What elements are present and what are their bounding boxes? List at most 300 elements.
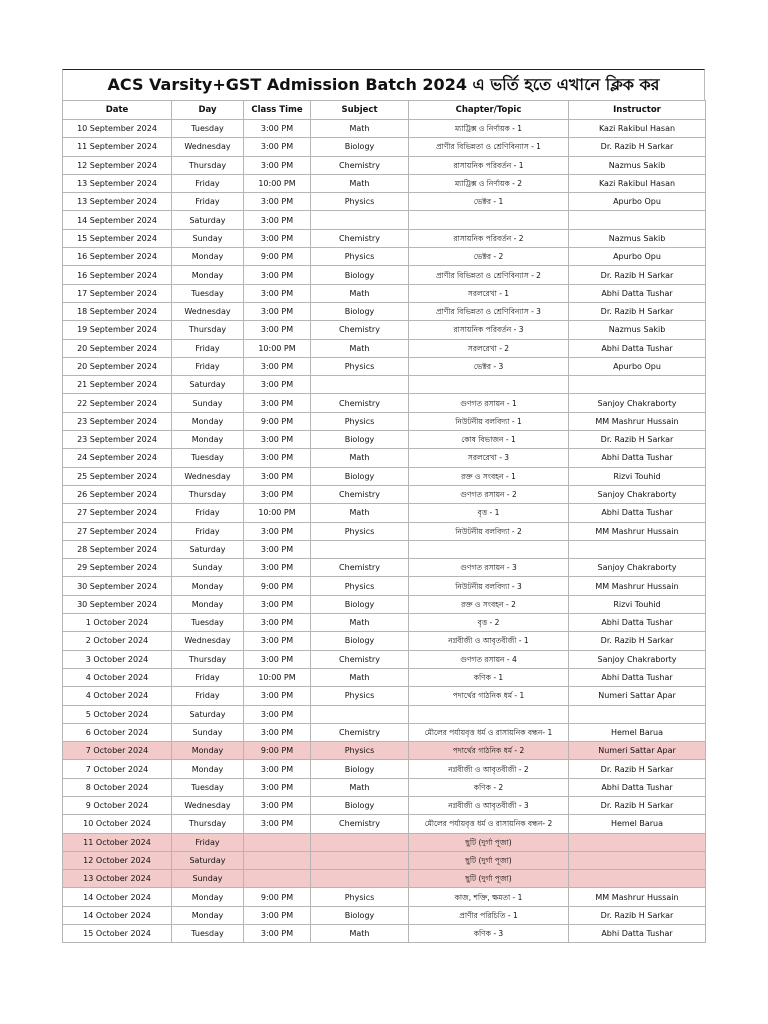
table-row <box>63 742 706 760</box>
cell-chapter-topic: পদার্থের গাঠনিক ধর্ম - 1 <box>409 687 569 705</box>
cell-subject: Physics <box>311 742 409 760</box>
cell-day: Sunday <box>172 559 244 577</box>
header-chapter-topic: Chapter/Topic <box>409 101 569 120</box>
cell-day: Thursday <box>172 650 244 668</box>
cell-subject: Physics <box>311 577 409 595</box>
cell-instructor: Abhi Datta Tushar <box>569 614 706 632</box>
table-row <box>63 632 706 650</box>
table-row <box>63 394 706 412</box>
cell-subject: Physics <box>311 522 409 540</box>
cell-class-time: 10:00 PM <box>244 174 311 192</box>
table-row <box>63 925 706 943</box>
table-row <box>63 339 706 357</box>
table-row <box>63 705 706 723</box>
cell-date: 13 September 2024 <box>63 174 172 192</box>
cell-class-time <box>244 833 311 851</box>
table-row <box>63 412 706 430</box>
cell-chapter-topic: কণিক - 2 <box>409 778 569 796</box>
cell-chapter-topic: নিউটনীয় বলবিদ্যা - 3 <box>409 577 569 595</box>
cell-date: 2 October 2024 <box>63 632 172 650</box>
cell-subject: Chemistry <box>311 650 409 668</box>
cell-class-time: 3:00 PM <box>244 284 311 302</box>
cell-day: Monday <box>172 431 244 449</box>
cell-instructor: Hemel Barua <box>569 815 706 833</box>
cell-day: Monday <box>172 595 244 613</box>
cell-chapter-topic: কাজ, শক্তি, ক্ষমতা - 1 <box>409 888 569 906</box>
cell-instructor: Numeri Sattar Apar <box>569 742 706 760</box>
cell-date: 23 September 2024 <box>63 431 172 449</box>
cell-subject: Chemistry <box>311 723 409 741</box>
cell-subject: Math <box>311 504 409 522</box>
cell-class-time: 3:00 PM <box>244 906 311 924</box>
cell-class-time: 3:00 PM <box>244 815 311 833</box>
cell-day: Tuesday <box>172 778 244 796</box>
cell-class-time: 3:00 PM <box>244 559 311 577</box>
cell-class-time: 3:00 PM <box>244 394 311 412</box>
cell-chapter-topic: প্রাণীর পরিচিতি - 1 <box>409 906 569 924</box>
cell-day: Tuesday <box>172 284 244 302</box>
table-row <box>63 559 706 577</box>
cell-instructor <box>569 540 706 558</box>
cell-date: 11 October 2024 <box>63 833 172 851</box>
header-row <box>63 101 706 120</box>
cell-subject <box>311 211 409 229</box>
cell-class-time: 3:00 PM <box>244 595 311 613</box>
table-row <box>63 284 706 302</box>
table-row <box>63 174 706 192</box>
cell-class-time: 9:00 PM <box>244 577 311 595</box>
cell-date: 18 September 2024 <box>63 302 172 320</box>
cell-day: Thursday <box>172 485 244 503</box>
cell-class-time: 9:00 PM <box>244 888 311 906</box>
cell-day: Saturday <box>172 540 244 558</box>
cell-instructor: Dr. Razib H Sarkar <box>569 632 706 650</box>
table-row <box>63 687 706 705</box>
cell-class-time: 3:00 PM <box>244 540 311 558</box>
table-row <box>63 120 706 138</box>
cell-day: Monday <box>172 248 244 266</box>
cell-class-time: 3:00 PM <box>244 120 311 138</box>
header-subject: Subject <box>311 101 409 120</box>
cell-day: Sunday <box>172 723 244 741</box>
cell-class-time: 3:00 PM <box>244 302 311 320</box>
table-row <box>63 870 706 888</box>
cell-instructor: Abhi Datta Tushar <box>569 284 706 302</box>
cell-date: 14 October 2024 <box>63 888 172 906</box>
cell-day: Monday <box>172 742 244 760</box>
cell-day: Wednesday <box>172 302 244 320</box>
cell-subject: Math <box>311 778 409 796</box>
header-class-time: Class Time <box>244 101 311 120</box>
cell-date: 17 September 2024 <box>63 284 172 302</box>
cell-instructor: MM Mashrur Hussain <box>569 522 706 540</box>
cell-instructor: MM Mashrur Hussain <box>569 577 706 595</box>
cell-instructor: Abhi Datta Tushar <box>569 668 706 686</box>
cell-day: Monday <box>172 266 244 284</box>
cell-chapter-topic: ছুটি (দুর্গা পূজা) <box>409 833 569 851</box>
cell-subject: Chemistry <box>311 394 409 412</box>
cell-class-time: 3:00 PM <box>244 485 311 503</box>
cell-class-time: 3:00 PM <box>244 796 311 814</box>
table-row <box>63 156 706 174</box>
cell-instructor: Nazmus Sakib <box>569 321 706 339</box>
cell-day: Saturday <box>172 705 244 723</box>
table-row <box>63 193 706 211</box>
cell-subject: Chemistry <box>311 229 409 247</box>
cell-chapter-topic: কণিক - 3 <box>409 925 569 943</box>
cell-class-time <box>244 870 311 888</box>
cell-subject <box>311 833 409 851</box>
cell-class-time: 3:00 PM <box>244 266 311 284</box>
cell-subject: Math <box>311 174 409 192</box>
cell-subject: Math <box>311 668 409 686</box>
table-row <box>63 796 706 814</box>
cell-chapter-topic: রক্ত ও সংবহন - 1 <box>409 467 569 485</box>
cell-chapter-topic: ভেক্টর - 2 <box>409 248 569 266</box>
cell-chapter-topic: ভেক্টর - 3 <box>409 357 569 375</box>
cell-subject: Physics <box>311 193 409 211</box>
cell-day: Thursday <box>172 815 244 833</box>
cell-subject: Biology <box>311 796 409 814</box>
table-row <box>63 815 706 833</box>
cell-class-time: 3:00 PM <box>244 376 311 394</box>
cell-chapter-topic: বৃত্ত - 1 <box>409 504 569 522</box>
cell-class-time: 3:00 PM <box>244 778 311 796</box>
cell-instructor: Dr. Razib H Sarkar <box>569 302 706 320</box>
table-row <box>63 376 706 394</box>
table-row <box>63 485 706 503</box>
cell-instructor: MM Mashrur Hussain <box>569 888 706 906</box>
cell-instructor <box>569 833 706 851</box>
cell-chapter-topic: ছুটি (দুর্গা পূজা) <box>409 851 569 869</box>
table-row <box>63 467 706 485</box>
cell-instructor: Hemel Barua <box>569 723 706 741</box>
cell-chapter-topic <box>409 540 569 558</box>
cell-class-time: 3:00 PM <box>244 522 311 540</box>
cell-day: Friday <box>172 668 244 686</box>
cell-day: Friday <box>172 174 244 192</box>
cell-day: Wednesday <box>172 632 244 650</box>
table-row <box>63 449 706 467</box>
cell-class-time: 3:00 PM <box>244 632 311 650</box>
cell-class-time: 9:00 PM <box>244 742 311 760</box>
cell-chapter-topic: নগ্নবীজী ও আবৃতবীজী - 1 <box>409 632 569 650</box>
cell-date: 13 October 2024 <box>63 870 172 888</box>
cell-instructor: Numeri Sattar Apar <box>569 687 706 705</box>
cell-subject: Biology <box>311 302 409 320</box>
cell-class-time: 3:00 PM <box>244 431 311 449</box>
cell-date: 11 September 2024 <box>63 138 172 156</box>
cell-day: Monday <box>172 412 244 430</box>
cell-chapter-topic: প্রাণীর বিভিন্নতা ও শ্রেণিবিন্যাস - 1 <box>409 138 569 156</box>
cell-class-time: 9:00 PM <box>244 412 311 430</box>
cell-date: 27 September 2024 <box>63 504 172 522</box>
cell-day: Wednesday <box>172 138 244 156</box>
cell-class-time: 3:00 PM <box>244 357 311 375</box>
cell-instructor: Abhi Datta Tushar <box>569 339 706 357</box>
cell-class-time: 3:00 PM <box>244 723 311 741</box>
cell-date: 6 October 2024 <box>63 723 172 741</box>
cell-date: 14 October 2024 <box>63 906 172 924</box>
cell-date: 4 October 2024 <box>63 687 172 705</box>
cell-date: 8 October 2024 <box>63 778 172 796</box>
cell-chapter-topic: ম্যাট্রিক্স ও নির্ণায়ক - 1 <box>409 120 569 138</box>
cell-instructor: Apurbo Opu <box>569 357 706 375</box>
cell-chapter-topic: সরলরেখা - 3 <box>409 449 569 467</box>
cell-class-time: 3:00 PM <box>244 650 311 668</box>
cell-chapter-topic: ম্যাট্রিক্স ও নির্ণায়ক - 2 <box>409 174 569 192</box>
cell-date: 9 October 2024 <box>63 796 172 814</box>
table-row <box>63 138 706 156</box>
cell-chapter-topic: রক্ত ও সংবহন - 2 <box>409 595 569 613</box>
cell-class-time: 3:00 PM <box>244 211 311 229</box>
cell-day: Monday <box>172 577 244 595</box>
cell-subject: Physics <box>311 687 409 705</box>
table-row <box>63 357 706 375</box>
cell-date: 23 September 2024 <box>63 412 172 430</box>
cell-chapter-topic <box>409 211 569 229</box>
cell-chapter-topic: রাসায়নিক পরিবর্তন - 2 <box>409 229 569 247</box>
cell-class-time: 10:00 PM <box>244 339 311 357</box>
cell-date: 27 September 2024 <box>63 522 172 540</box>
cell-subject: Biology <box>311 632 409 650</box>
cell-class-time: 3:00 PM <box>244 614 311 632</box>
cell-instructor: Rizvi Touhid <box>569 595 706 613</box>
cell-instructor: Dr. Razib H Sarkar <box>569 266 706 284</box>
cell-subject <box>311 376 409 394</box>
cell-class-time: 3:00 PM <box>244 156 311 174</box>
cell-subject: Math <box>311 339 409 357</box>
cell-instructor: Kazi Rakibul Hasan <box>569 174 706 192</box>
cell-day: Thursday <box>172 156 244 174</box>
table-row <box>63 851 706 869</box>
cell-instructor: Apurbo Opu <box>569 193 706 211</box>
table-row <box>63 211 706 229</box>
cell-chapter-topic: গুণগত রসায়ন - 3 <box>409 559 569 577</box>
cell-date: 20 September 2024 <box>63 357 172 375</box>
cell-date: 24 September 2024 <box>63 449 172 467</box>
cell-instructor <box>569 211 706 229</box>
cell-chapter-topic: সরলরেখা - 2 <box>409 339 569 357</box>
cell-subject <box>311 870 409 888</box>
table-row <box>63 522 706 540</box>
table-row <box>63 888 706 906</box>
cell-day: Monday <box>172 888 244 906</box>
cell-instructor: Nazmus Sakib <box>569 156 706 174</box>
cell-date: 29 September 2024 <box>63 559 172 577</box>
cell-chapter-topic: রাসায়নিক পরিবর্তন - 3 <box>409 321 569 339</box>
cell-subject: Chemistry <box>311 815 409 833</box>
cell-instructor: Dr. Razib H Sarkar <box>569 796 706 814</box>
cell-instructor <box>569 376 706 394</box>
cell-instructor: Apurbo Opu <box>569 248 706 266</box>
cell-day: Wednesday <box>172 796 244 814</box>
cell-date: 19 September 2024 <box>63 321 172 339</box>
cell-date: 25 September 2024 <box>63 467 172 485</box>
cell-chapter-topic: গুণগত রসায়ন - 2 <box>409 485 569 503</box>
cell-day: Friday <box>172 687 244 705</box>
cell-date: 14 September 2024 <box>63 211 172 229</box>
cell-instructor: Rizvi Touhid <box>569 467 706 485</box>
cell-day: Friday <box>172 339 244 357</box>
cell-subject: Math <box>311 449 409 467</box>
table-row <box>63 431 706 449</box>
cell-instructor: Abhi Datta Tushar <box>569 778 706 796</box>
cell-instructor <box>569 851 706 869</box>
cell-instructor: Sanjoy Chakraborty <box>569 559 706 577</box>
cell-subject <box>311 851 409 869</box>
cell-date: 12 October 2024 <box>63 851 172 869</box>
cell-date: 3 October 2024 <box>63 650 172 668</box>
cell-chapter-topic: মৌলের পর্যায়বৃত্ত ধর্ম ও রাসায়নিক বন্ধন- 2 <box>409 815 569 833</box>
table-row <box>63 778 706 796</box>
cell-date: 26 September 2024 <box>63 485 172 503</box>
cell-date: 16 September 2024 <box>63 248 172 266</box>
cell-chapter-topic <box>409 705 569 723</box>
cell-chapter-topic: প্রাণীর বিভিন্নতা ও শ্রেণিবিন্যাস - 2 <box>409 266 569 284</box>
cell-class-time: 3:00 PM <box>244 229 311 247</box>
cell-day: Sunday <box>172 394 244 412</box>
cell-date: 10 October 2024 <box>63 815 172 833</box>
cell-date: 12 September 2024 <box>63 156 172 174</box>
cell-subject: Physics <box>311 412 409 430</box>
cell-chapter-topic: নগ্নবীজী ও আবৃতবীজী - 3 <box>409 796 569 814</box>
table-row <box>63 668 706 686</box>
cell-chapter-topic: নিউটনীয় বলবিদ্যা - 1 <box>409 412 569 430</box>
cell-chapter-topic: ছুটি (দুর্গা পূজা) <box>409 870 569 888</box>
cell-class-time: 10:00 PM <box>244 504 311 522</box>
cell-date: 22 September 2024 <box>63 394 172 412</box>
cell-chapter-topic: নগ্নবীজী ও আবৃতবীজী - 2 <box>409 760 569 778</box>
cell-instructor: Dr. Razib H Sarkar <box>569 760 706 778</box>
cell-subject: Math <box>311 284 409 302</box>
cell-chapter-topic <box>409 376 569 394</box>
cell-subject: Chemistry <box>311 485 409 503</box>
header-date: Date <box>63 101 172 120</box>
cell-chapter-topic: মৌলের পর্যায়বৃত্ত ধর্ম ও রাসায়নিক বন্ধন- 1 <box>409 723 569 741</box>
cell-chapter-topic: গুণগত রসায়ন - 4 <box>409 650 569 668</box>
cell-chapter-topic: গুণগত রসায়ন - 1 <box>409 394 569 412</box>
table-row <box>63 906 706 924</box>
table-row <box>63 321 706 339</box>
cell-chapter-topic: নিউটনীয় বলবিদ্যা - 2 <box>409 522 569 540</box>
cell-class-time: 3:00 PM <box>244 760 311 778</box>
cell-instructor: Abhi Datta Tushar <box>569 504 706 522</box>
table-row <box>63 302 706 320</box>
table-row <box>63 577 706 595</box>
cell-date: 10 September 2024 <box>63 120 172 138</box>
cell-date: 4 October 2024 <box>63 668 172 686</box>
schedule-table <box>62 100 706 943</box>
cell-subject: Math <box>311 120 409 138</box>
cell-chapter-topic: সরলরেখা - 1 <box>409 284 569 302</box>
cell-instructor: Dr. Razib H Sarkar <box>569 138 706 156</box>
cell-day: Friday <box>172 522 244 540</box>
table-row <box>63 248 706 266</box>
cell-chapter-topic: বৃত্ত - 2 <box>409 614 569 632</box>
cell-subject: Math <box>311 614 409 632</box>
cell-day: Tuesday <box>172 614 244 632</box>
cell-day: Saturday <box>172 851 244 869</box>
cell-date: 30 September 2024 <box>63 595 172 613</box>
header-day: Day <box>172 101 244 120</box>
cell-chapter-topic: কোষ বিভাজন - 1 <box>409 431 569 449</box>
schedule-sheet <box>62 69 705 943</box>
table-row <box>63 614 706 632</box>
cell-day: Monday <box>172 760 244 778</box>
cell-subject: Physics <box>311 888 409 906</box>
cell-subject: Chemistry <box>311 156 409 174</box>
cell-subject: Physics <box>311 357 409 375</box>
cell-day: Thursday <box>172 321 244 339</box>
table-row <box>63 229 706 247</box>
cell-subject: Biology <box>311 595 409 613</box>
cell-subject: Math <box>311 925 409 943</box>
cell-date: 13 September 2024 <box>63 193 172 211</box>
cell-instructor <box>569 870 706 888</box>
cell-day: Tuesday <box>172 925 244 943</box>
cell-class-time: 10:00 PM <box>244 668 311 686</box>
cell-instructor: Sanjoy Chakraborty <box>569 650 706 668</box>
cell-day: Sunday <box>172 870 244 888</box>
cell-day: Tuesday <box>172 449 244 467</box>
cell-instructor <box>569 705 706 723</box>
cell-date: 15 October 2024 <box>63 925 172 943</box>
header-instructor: Instructor <box>569 101 706 120</box>
cell-class-time: 3:00 PM <box>244 467 311 485</box>
cell-class-time: 3:00 PM <box>244 138 311 156</box>
cell-date: 28 September 2024 <box>63 540 172 558</box>
cell-subject: Biology <box>311 467 409 485</box>
cell-class-time: 3:00 PM <box>244 687 311 705</box>
cell-chapter-topic: রাসায়নিক পরিবর্তন - 1 <box>409 156 569 174</box>
cell-chapter-topic: পদার্থের গাঠনিক ধর্ম - 2 <box>409 742 569 760</box>
cell-chapter-topic: প্রাণীর বিভিন্নতা ও শ্রেণিবিন্যাস - 3 <box>409 302 569 320</box>
cell-day: Sunday <box>172 229 244 247</box>
cell-date: 5 October 2024 <box>63 705 172 723</box>
cell-instructor: Dr. Razib H Sarkar <box>569 431 706 449</box>
cell-date: 7 October 2024 <box>63 760 172 778</box>
schedule-title-link[interactable]: ACS Varsity+GST Admission Batch 2024 এ ভর্তি হতে এখানে ক্লিক কর <box>62 69 705 100</box>
cell-date: 1 October 2024 <box>63 614 172 632</box>
table-row <box>63 504 706 522</box>
cell-date: 20 September 2024 <box>63 339 172 357</box>
table-row <box>63 723 706 741</box>
cell-class-time: 3:00 PM <box>244 193 311 211</box>
cell-instructor: Sanjoy Chakraborty <box>569 485 706 503</box>
cell-day: Friday <box>172 833 244 851</box>
cell-date: 21 September 2024 <box>63 376 172 394</box>
cell-subject: Biology <box>311 431 409 449</box>
cell-subject <box>311 705 409 723</box>
cell-day: Friday <box>172 357 244 375</box>
cell-subject: Physics <box>311 248 409 266</box>
cell-class-time <box>244 851 311 869</box>
cell-subject <box>311 540 409 558</box>
cell-instructor: Nazmus Sakib <box>569 229 706 247</box>
cell-day: Tuesday <box>172 120 244 138</box>
cell-subject: Chemistry <box>311 559 409 577</box>
cell-class-time: 9:00 PM <box>244 248 311 266</box>
cell-day: Wednesday <box>172 467 244 485</box>
table-row <box>63 760 706 778</box>
cell-instructor: Kazi Rakibul Hasan <box>569 120 706 138</box>
cell-subject: Chemistry <box>311 321 409 339</box>
table-row <box>63 595 706 613</box>
cell-instructor: MM Mashrur Hussain <box>569 412 706 430</box>
cell-chapter-topic: কণিক - 1 <box>409 668 569 686</box>
cell-subject: Biology <box>311 760 409 778</box>
